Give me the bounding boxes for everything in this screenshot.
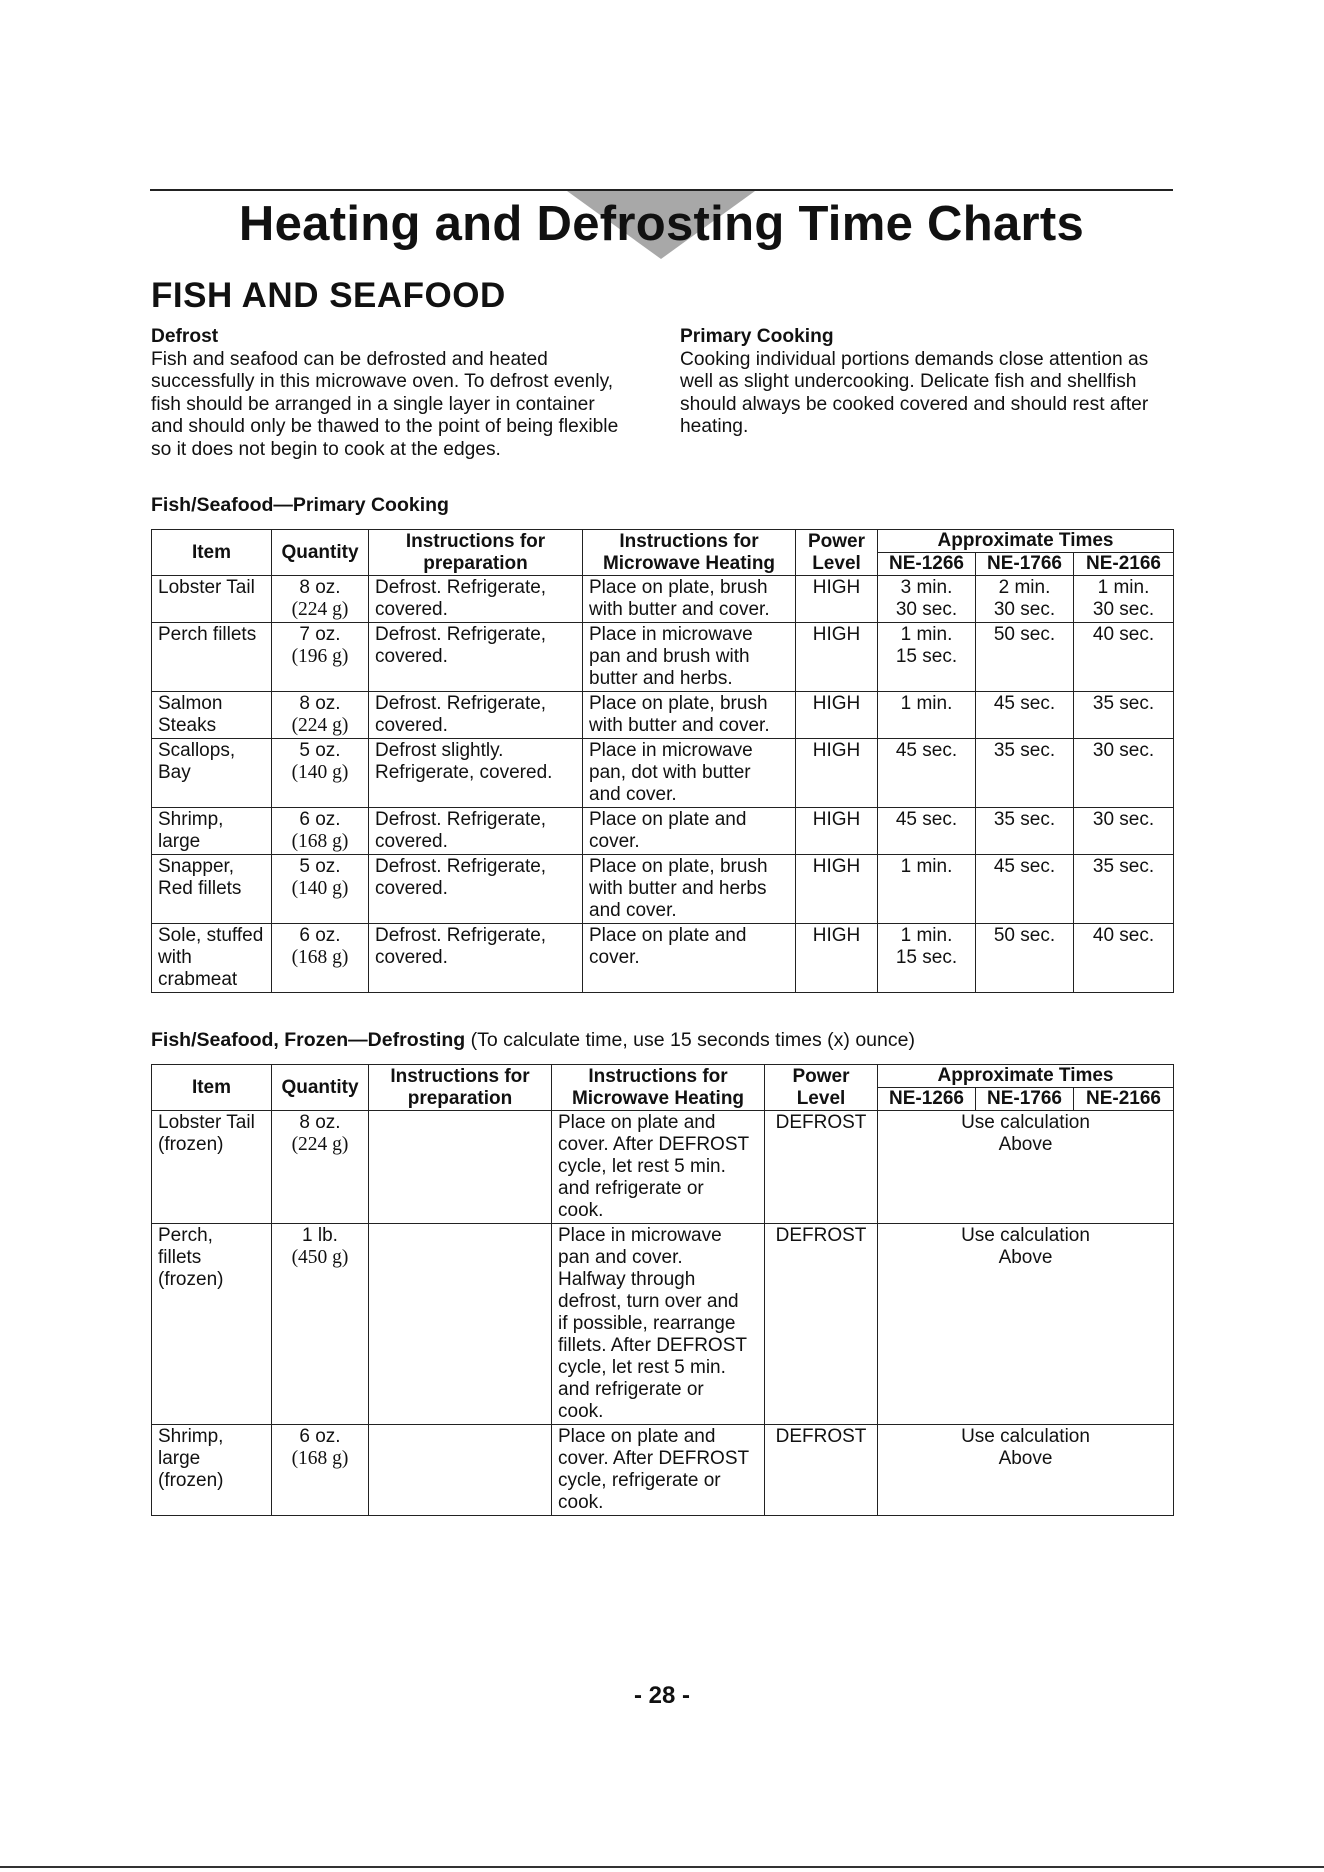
- cell-quantity: [272, 808, 369, 855]
- quantity-grams: (168 g): [291, 831, 349, 852]
- table1-caption: [151, 494, 449, 517]
- header-power: Power Level: [765, 1065, 878, 1111]
- cell-time-ne1766: [976, 692, 1074, 739]
- text-line: HIGH: [812, 624, 861, 645]
- text-line: (frozen): [158, 1470, 224, 1491]
- cell-power-level: [765, 1425, 878, 1516]
- text-line: DEFROST: [775, 1225, 867, 1246]
- text-line: pan and cover.: [558, 1247, 683, 1268]
- quantity-ounces: 6 oz.: [299, 809, 341, 830]
- cell-prep-instructions: [369, 924, 583, 993]
- table-row: [152, 1111, 1174, 1224]
- text-line: Place on plate and: [558, 1426, 716, 1447]
- table2-caption-text: Fish/Seafood, Frozen—Defrosting: [151, 1029, 466, 1051]
- text-line: pan and brush with: [589, 646, 750, 667]
- text-line: Place in microwave: [589, 740, 753, 761]
- text-line: cycle, let rest 5 min.: [558, 1357, 726, 1378]
- text-line: covered.: [375, 599, 448, 620]
- text-line: Fish and seafood can be defrosted and heated: [151, 348, 548, 370]
- text-line: Halfway through: [558, 1269, 696, 1290]
- text-line: DEFROST: [775, 1426, 867, 1447]
- quantity-ounces: 6 oz.: [299, 925, 341, 946]
- text-line: Defrost. Refrigerate,: [375, 693, 547, 714]
- text-line: Defrost. Refrigerate,: [375, 624, 547, 645]
- text-line: Above: [998, 1247, 1053, 1268]
- table-row: [152, 1224, 1174, 1425]
- header-quantity: Quantity: [272, 530, 369, 576]
- header-item: Item: [152, 1065, 272, 1111]
- table-row: [152, 1425, 1174, 1516]
- text-line: HIGH: [812, 809, 861, 830]
- header-heating: Instructions for Microwave Heating: [583, 530, 796, 576]
- cell-quantity: [272, 855, 369, 924]
- text-line: 45 sec.: [895, 740, 958, 761]
- text-line: with butter and herbs: [589, 878, 767, 899]
- cell-time-ne2166: [1074, 623, 1174, 692]
- table-row: [152, 808, 1174, 855]
- text-line: Place on plate, brush: [589, 856, 768, 877]
- text-line: Place on plate and: [589, 809, 747, 830]
- table-row: [152, 576, 1174, 623]
- page-number: - 28 -: [633, 1682, 690, 1709]
- cell-quantity: [272, 692, 369, 739]
- cell-time-ne1266: [878, 924, 976, 993]
- cell-item: [152, 808, 272, 855]
- primary-cooking-body: [680, 349, 1180, 439]
- text-line: 45 sec.: [993, 693, 1056, 714]
- cell-item: [152, 855, 272, 924]
- cell-prep-instructions: [369, 692, 583, 739]
- text-line: should always be cooked covered and should rest after: [680, 393, 1149, 415]
- text-line: HIGH: [812, 856, 861, 877]
- cell-time-ne2166: [1074, 924, 1174, 993]
- text-line: cook.: [558, 1492, 604, 1513]
- text-line: covered.: [375, 878, 448, 899]
- text-line: 1 min.: [900, 925, 953, 946]
- cell-prep-instructions: [369, 855, 583, 924]
- text-line: fillets: [158, 1247, 202, 1268]
- quantity-ounces: 1 lb.: [302, 1225, 338, 1246]
- quantity-ounces: 5 oz.: [299, 740, 341, 761]
- text-line: Refrigerate, covered.: [375, 762, 553, 783]
- text-line: large: [158, 1448, 201, 1469]
- text-line: 15 sec.: [895, 947, 958, 968]
- text-line: HIGH: [812, 740, 861, 761]
- text-line: 3 min.: [900, 577, 953, 598]
- table1-caption-text: Fish/Seafood—Primary Cooking: [151, 494, 449, 516]
- page-title: Heating and Defrosting Time Charts: [238, 197, 1085, 251]
- cell-power-level: [796, 576, 878, 623]
- text-line: and cover.: [589, 784, 677, 805]
- text-line: cycle, let rest 5 min.: [558, 1156, 726, 1177]
- cell-prep-instructions: [369, 739, 583, 808]
- text-line: DEFROST: [775, 1112, 867, 1133]
- text-line: 30 sec.: [1092, 809, 1155, 830]
- text-line: Defrost. Refrigerate,: [375, 856, 547, 877]
- cell-approx-time: [878, 1425, 1174, 1516]
- text-line: covered.: [375, 715, 448, 736]
- text-line: Salmon: [158, 693, 223, 714]
- text-line: and should only be thawed to the point of being flexible: [151, 416, 619, 437]
- cell-quantity: [272, 924, 369, 993]
- text-line: Above: [998, 1134, 1053, 1155]
- text-line: Shrimp,: [158, 1426, 224, 1447]
- text-line: 35 sec.: [1092, 856, 1155, 877]
- text-line: cycle, refrigerate or: [558, 1470, 721, 1491]
- header-model: NE-1266: [878, 553, 976, 576]
- text-line: 1 min.: [900, 624, 953, 645]
- text-line: 35 sec.: [993, 740, 1056, 761]
- text-line: and refrigerate or: [558, 1379, 704, 1400]
- primary-cooking-rows: [152, 576, 1174, 993]
- quantity-ounces: 8 oz.: [299, 693, 341, 714]
- text-line: 40 sec.: [1092, 624, 1155, 645]
- frozen-defrosting-rows: [152, 1111, 1174, 1516]
- cell-power-level: [765, 1111, 878, 1224]
- cell-time-ne2166: [1074, 739, 1174, 808]
- top-rule: [150, 189, 1173, 191]
- text-line: with butter and cover.: [589, 715, 770, 736]
- cell-power-level: [796, 808, 878, 855]
- text-line: 45 sec.: [993, 856, 1056, 877]
- quantity-grams: (168 g): [291, 1448, 349, 1469]
- text-line: with butter and cover.: [589, 599, 770, 620]
- text-line: 35 sec.: [993, 809, 1056, 830]
- cell-time-ne1266: [878, 623, 976, 692]
- quantity-ounces: 6 oz.: [299, 1426, 341, 1447]
- header-power: Power Level: [796, 530, 878, 576]
- text-line: cover. After DEFROST: [558, 1134, 750, 1155]
- quantity-grams: (196 g): [291, 646, 349, 667]
- text-line: 30 sec.: [1092, 599, 1155, 620]
- text-line: Place in microwave: [589, 624, 753, 645]
- cell-approx-time: [878, 1111, 1174, 1224]
- text-line: Defrost. Refrigerate,: [375, 809, 547, 830]
- header-approx-times: Approximate Times: [878, 1065, 1174, 1088]
- quantity-ounces: 8 oz.: [299, 1112, 341, 1133]
- text-line: Bay: [158, 762, 191, 783]
- cell-item: [152, 1111, 272, 1224]
- text-line: Place on plate, brush: [589, 693, 768, 714]
- cell-heating-instructions: [583, 924, 796, 993]
- text-line: Lobster Tail: [158, 1112, 255, 1133]
- cell-quantity: [272, 739, 369, 808]
- cell-time-ne2166: [1074, 692, 1174, 739]
- cell-power-level: [796, 739, 878, 808]
- text-line: successfully in this microwave oven. To defrost evenly,: [151, 371, 614, 392]
- text-line: pan, dot with butter: [589, 762, 751, 783]
- cell-time-ne1766: [976, 924, 1074, 993]
- text-line: 30 sec.: [993, 599, 1056, 620]
- cell-time-ne2166: [1074, 855, 1174, 924]
- header-model: NE-2166: [1074, 1088, 1174, 1111]
- cell-item: [152, 576, 272, 623]
- text-line: 15 sec.: [895, 646, 958, 667]
- table-row: [152, 623, 1174, 692]
- cell-time-ne1266: [878, 739, 976, 808]
- quantity-grams: (450 g): [291, 1247, 349, 1268]
- text-line: Use calculation: [961, 1112, 1090, 1133]
- text-line: Sole, stuffed: [158, 925, 264, 946]
- cell-time-ne1266: [878, 855, 976, 924]
- text-line: (frozen): [158, 1269, 224, 1290]
- text-line: HIGH: [812, 577, 861, 598]
- header-item: Item: [152, 530, 272, 576]
- cell-time-ne1766: [976, 855, 1074, 924]
- text-line: fish should be arranged in a single layer in container: [151, 393, 595, 415]
- text-line: Scallops,: [158, 740, 236, 761]
- cell-power-level: [796, 855, 878, 924]
- primary-cooking-intro: [680, 326, 1180, 439]
- cell-power-level: [796, 924, 878, 993]
- primary-cooking-table: [151, 529, 1174, 993]
- text-line: 50 sec.: [993, 925, 1056, 946]
- cell-prep-instructions: [369, 576, 583, 623]
- frozen-defrosting-table: [151, 1064, 1174, 1516]
- cell-quantity: [272, 623, 369, 692]
- cell-item: [152, 623, 272, 692]
- header-model: NE-1766: [976, 553, 1074, 576]
- text-line: fillets. After DEFROST: [558, 1335, 747, 1356]
- table2-caption-note: (To calculate time, use 15 seconds times (x) ounce): [465, 1029, 915, 1051]
- quantity-grams: (140 g): [291, 762, 349, 783]
- header-model: NE-2166: [1074, 553, 1174, 576]
- header-model: NE-1266: [878, 1088, 976, 1111]
- text-line: covered.: [375, 831, 448, 852]
- text-line: 1 min.: [900, 856, 953, 877]
- cell-prep-instructions: [369, 623, 583, 692]
- table2-caption: [151, 1029, 915, 1052]
- text-line: 30 sec.: [1092, 740, 1155, 761]
- cell-heating-instructions: [583, 692, 796, 739]
- text-line: Place in microwave: [558, 1225, 722, 1246]
- text-line: covered.: [375, 947, 448, 968]
- cell-time-ne1266: [878, 576, 976, 623]
- cell-heating-instructions: [583, 576, 796, 623]
- cell-approx-time: [878, 1224, 1174, 1425]
- cell-heating-instructions: [583, 855, 796, 924]
- text-line: defrost, turn over and: [558, 1291, 739, 1312]
- text-line: and refrigerate or: [558, 1178, 704, 1199]
- defrost-heading: Defrost: [151, 326, 219, 347]
- cell-heating-instructions: [552, 1224, 765, 1425]
- text-line: with: [158, 947, 192, 968]
- cell-time-ne1766: [976, 623, 1074, 692]
- cell-time-ne1766: [976, 576, 1074, 623]
- text-line: (frozen): [158, 1134, 224, 1155]
- cell-heating-instructions: [583, 739, 796, 808]
- quantity-grams: (168 g): [291, 947, 349, 968]
- table-row: [152, 692, 1174, 739]
- text-line: cover. After DEFROST: [558, 1448, 750, 1469]
- text-line: Defrost. Refrigerate,: [375, 577, 547, 598]
- text-line: 50 sec.: [993, 624, 1056, 645]
- defrost-intro: [151, 326, 651, 461]
- table-row: [152, 924, 1174, 993]
- cell-time-ne2166: [1074, 808, 1174, 855]
- text-line: if possible, rearrange: [558, 1313, 736, 1334]
- cell-quantity: [272, 1111, 369, 1224]
- cell-heating-instructions: [583, 623, 796, 692]
- text-line: so it does not begin to cook at the edges.: [151, 438, 501, 460]
- text-line: Red fillets: [158, 878, 242, 899]
- cell-item: [152, 1425, 272, 1516]
- header-model: NE-1766: [976, 1088, 1074, 1111]
- quantity-grams: (224 g): [291, 1134, 349, 1155]
- text-line: Snapper,: [158, 856, 235, 877]
- cell-item: [152, 692, 272, 739]
- text-line: covered.: [375, 646, 448, 667]
- cell-prep-instructions: [369, 808, 583, 855]
- text-line: Use calculation: [961, 1426, 1090, 1447]
- quantity-grams: (140 g): [291, 878, 349, 899]
- text-line: Defrost. Refrigerate,: [375, 925, 547, 946]
- text-line: Perch,: [158, 1225, 213, 1246]
- text-line: 35 sec.: [1092, 693, 1155, 714]
- header-heating: Instructions for Microwave Heating: [552, 1065, 765, 1111]
- quantity-ounces: 8 oz.: [299, 577, 341, 598]
- text-line: butter and herbs.: [589, 668, 733, 689]
- text-line: Perch fillets: [158, 624, 257, 645]
- cell-prep-instructions: [369, 1224, 552, 1425]
- text-line: Place on plate, brush: [589, 577, 768, 598]
- cell-power-level: [765, 1224, 878, 1425]
- header-approx-times: Approximate Times: [878, 530, 1174, 553]
- table-row: [152, 855, 1174, 924]
- bottom-rule: [0, 1866, 1324, 1868]
- cell-power-level: [796, 623, 878, 692]
- cell-item: [152, 924, 272, 993]
- text-line: 30 sec.: [895, 599, 958, 620]
- text-line: cover.: [589, 831, 640, 852]
- cell-time-ne1266: [878, 692, 976, 739]
- cell-time-ne2166: [1074, 576, 1174, 623]
- header-prep: Instructions for preparation: [369, 1065, 552, 1111]
- text-line: cover.: [589, 947, 640, 968]
- text-line: Steaks: [158, 715, 217, 736]
- text-line: Above: [998, 1448, 1053, 1469]
- cell-quantity: [272, 1224, 369, 1425]
- cell-time-ne1266: [878, 808, 976, 855]
- text-line: cook.: [558, 1401, 604, 1422]
- cell-item: [152, 1224, 272, 1425]
- text-line: well as slight undercooking. Delicate fish and shellfish: [680, 371, 1137, 392]
- text-line: HIGH: [812, 693, 861, 714]
- text-line: Use calculation: [961, 1225, 1090, 1246]
- text-line: 40 sec.: [1092, 925, 1155, 946]
- cell-heating-instructions: [552, 1111, 765, 1224]
- text-line: HIGH: [812, 925, 861, 946]
- text-line: 1 min.: [1097, 577, 1150, 598]
- quantity-ounces: 7 oz.: [299, 624, 341, 645]
- cell-time-ne1766: [976, 739, 1074, 808]
- text-line: Place on plate and: [589, 925, 747, 946]
- text-line: large: [158, 831, 201, 852]
- text-line: 45 sec.: [895, 809, 958, 830]
- cell-power-level: [796, 692, 878, 739]
- header-quantity: Quantity: [272, 1065, 369, 1111]
- text-line: cook.: [558, 1200, 604, 1221]
- cell-prep-instructions: [369, 1425, 552, 1516]
- quantity-ounces: 5 oz.: [299, 856, 341, 877]
- text-line: Place on plate and: [558, 1112, 716, 1133]
- cell-quantity: [272, 1425, 369, 1516]
- text-line: Shrimp,: [158, 809, 224, 830]
- cell-heating-instructions: [552, 1425, 765, 1516]
- quantity-grams: (224 g): [291, 715, 349, 736]
- cell-item: [152, 739, 272, 808]
- table-row: [152, 739, 1174, 808]
- text-line: Cooking individual portions demands close attention as: [680, 348, 1149, 370]
- primary-cooking-heading: Primary Cooking: [680, 326, 834, 347]
- text-line: heating.: [680, 416, 749, 437]
- cell-quantity: [272, 576, 369, 623]
- text-line: 1 min.: [900, 693, 953, 714]
- quantity-grams: (224 g): [291, 599, 349, 620]
- text-line: Defrost slightly.: [375, 740, 504, 761]
- text-line: crabmeat: [158, 969, 238, 990]
- section-title: FISH AND SEAFOOD: [151, 276, 506, 315]
- cell-heating-instructions: [583, 808, 796, 855]
- text-line: Lobster Tail: [158, 577, 255, 598]
- cell-prep-instructions: [369, 1111, 552, 1224]
- defrost-body: [151, 349, 651, 462]
- header-prep: Instructions for preparation: [369, 530, 583, 576]
- cell-time-ne1766: [976, 808, 1074, 855]
- text-line: 2 min.: [998, 577, 1051, 598]
- text-line: and cover.: [589, 900, 677, 921]
